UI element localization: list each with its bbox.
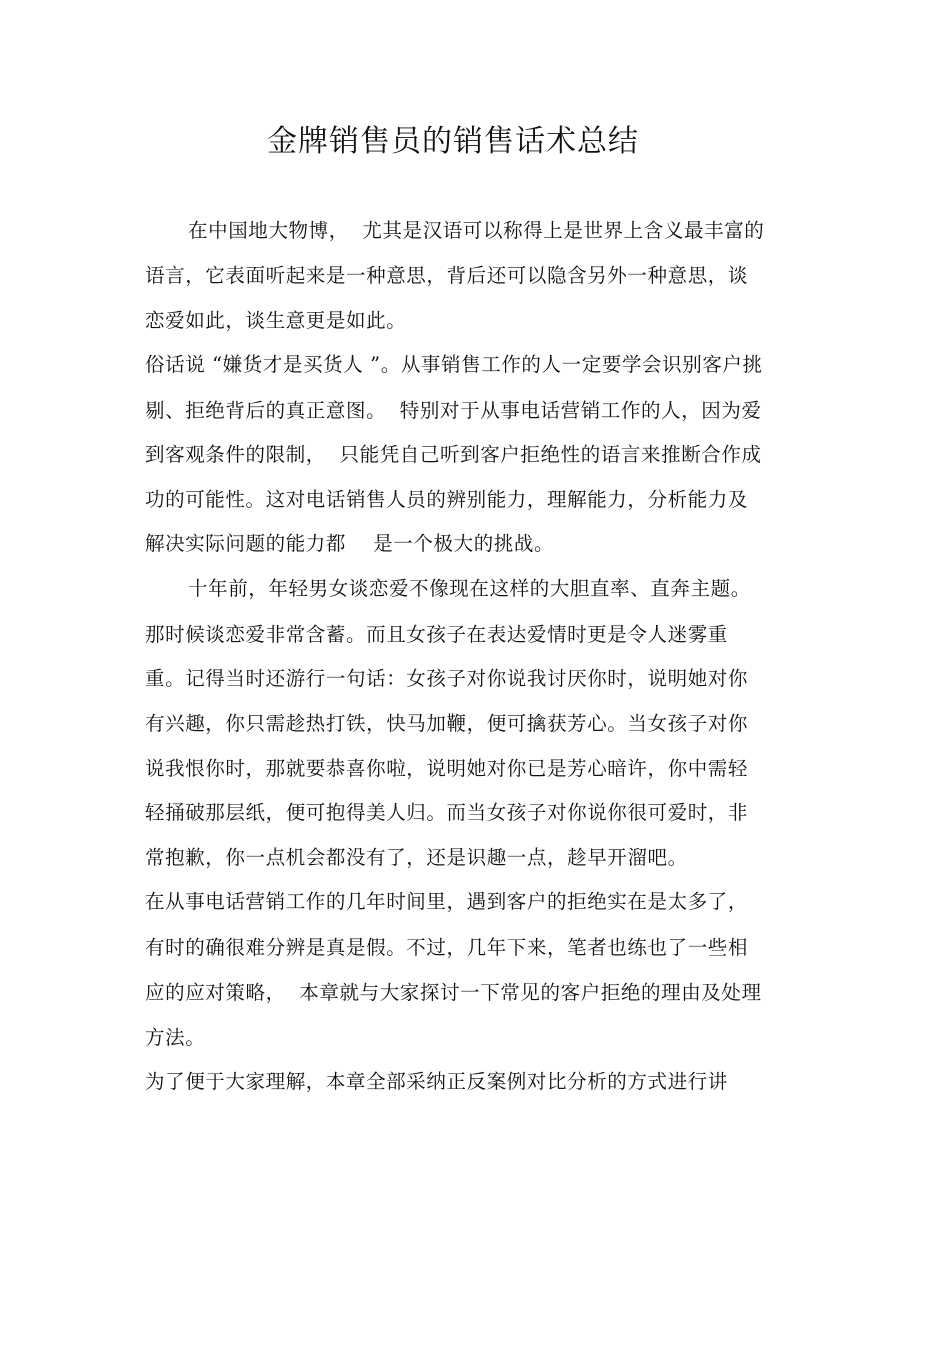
text-line: 功的可能性。这对电话销售人员的辨别能力，理解能力，分析能力及 — [145, 488, 749, 511]
text-line: 常抱歉，你一点机会都没有了，还是识趣一点，趁早开溜吧。 — [145, 846, 688, 869]
text-line: 在中国地大物博， 尤其是汉语可以称得上是世界上含义最丰富的 — [188, 219, 765, 242]
document-title: 金牌销售员的销售话术总结 — [267, 124, 639, 159]
text-line: 十年前，年轻男女谈恋爱不像现在这样的大胆直率、直奔主题。 — [188, 577, 751, 600]
text-line: 解决实际问题的能力都 是一个极大的挑战。 — [145, 532, 555, 555]
text-line: 剔、拒绝背后的真正意图。 特别对于从事电话营销工作的人，因为爱 — [145, 399, 762, 422]
text-line: 为了便于大家理解，本章全部采纳正反案例对比分析的方式进行讲 — [145, 1070, 728, 1093]
text-line: 有兴趣，你只需趁热打铁，快马加鞭，便可擒获芳心。当女孩子对你 — [145, 712, 749, 735]
text-line: 轻捅破那层纸，便可抱得美人归。而当女孩子对你说你很可爱时，非 — [145, 801, 749, 824]
text-line: 有时的确很难分辨是真是假。不过，几年下来，笔者也练也了一些相 — [145, 936, 749, 959]
text-line: 俗话说 “嫌货才是买货人 ”。从事销售工作的人一定要学会识别客户挑 — [145, 353, 763, 376]
text-line: 到客观条件的限制， 只能凭自己听到客户拒绝性的语言来推断合作成 — [145, 443, 762, 466]
text-line: 应的应对策略， 本章就与大家探讨一下常见的客户拒绝的理由及处理 — [145, 981, 762, 1004]
text-line: 恋爱如此，谈生意更是如此。 — [145, 309, 407, 332]
text-line: 方法。 — [145, 1026, 206, 1049]
text-line: 那时候谈恋爱非常含蓄。而且女孩子在表达爱情时更是令人迷雾重 — [145, 623, 728, 646]
text-line: 语言，它表面听起来是一种意思，背后还可以隐含另外一种意思，谈 — [145, 264, 749, 287]
text-line: 重。记得当时还游行一句话：女孩子对你说我讨厌你时，说明她对你 — [145, 667, 749, 690]
text-line: 说我恨你时，那就要恭喜你啦，说明她对你已是芳心暗许，你中需轻 — [145, 757, 749, 780]
text-line: 在从事电话营销工作的几年时间里，遇到客户的拒绝实在是太多了， — [145, 890, 749, 913]
